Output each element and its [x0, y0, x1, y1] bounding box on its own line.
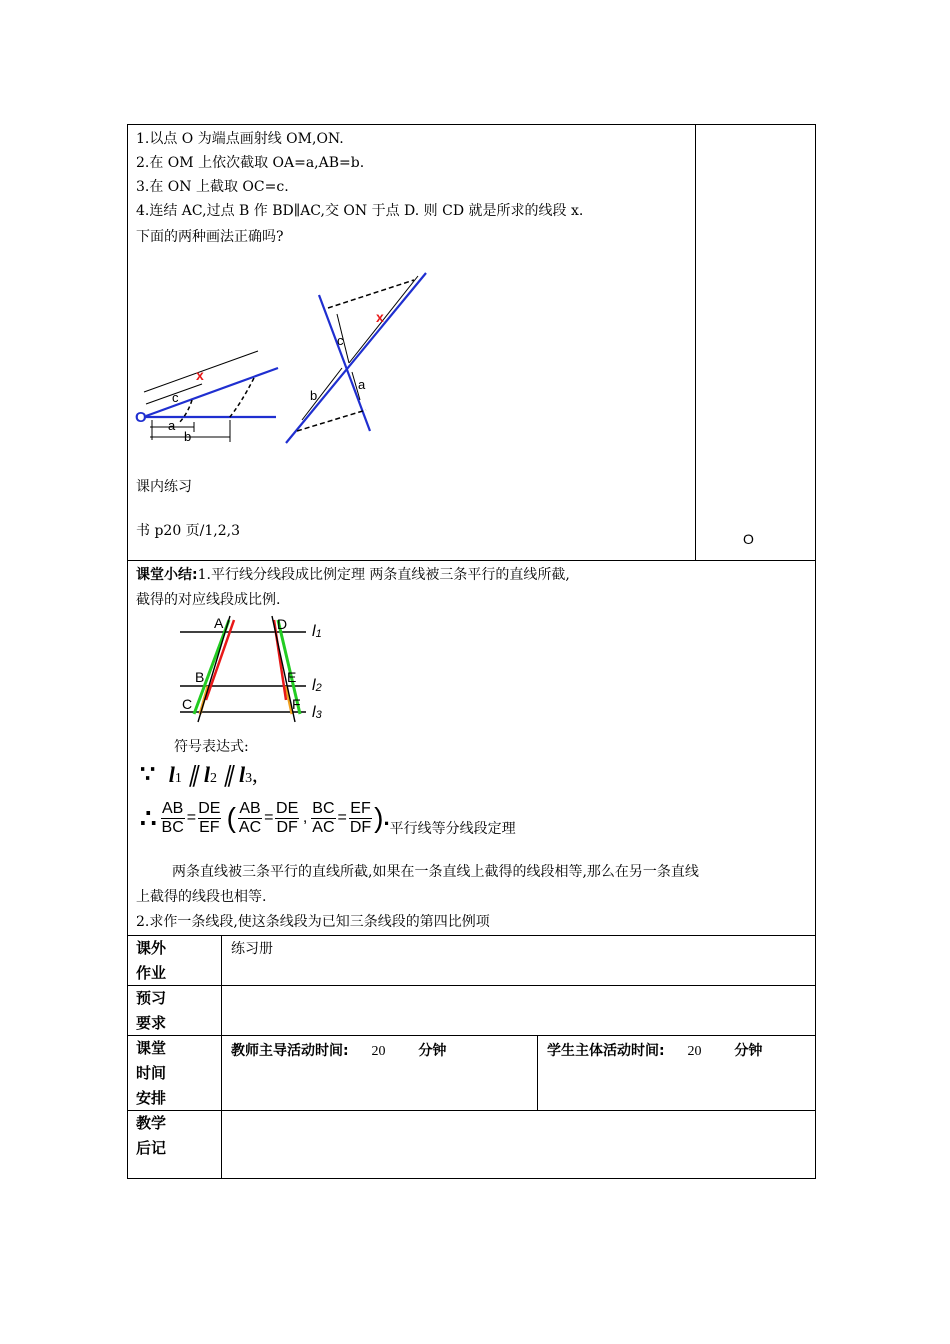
label-text: 要求 — [136, 1014, 167, 1032]
l-symbol: l — [239, 762, 246, 787]
label-d-point: D — [277, 616, 288, 632]
theorem-line-1: 两条直线被三条平行的直线所截,如果在一条直线上截得的线段相等,那么在另一条直线 — [172, 864, 699, 880]
label-l3: l3 — [312, 704, 322, 721]
subscript-3: 3 — [245, 771, 253, 786]
summary-line-1 — [136, 565, 570, 585]
construction-figure-2 — [282, 268, 432, 448]
comma: , — [252, 762, 258, 787]
label-text: 作业 — [136, 964, 167, 982]
practice-title: 课内练习 — [136, 479, 192, 495]
dim-b — [302, 368, 342, 420]
summary-heading: 课堂小结: — [136, 567, 198, 583]
green-segment-left — [194, 620, 229, 714]
subscript-1: 1 — [174, 771, 182, 786]
label-c: c — [337, 333, 344, 348]
side-note: O — [743, 531, 754, 547]
student-time-value: 20 — [687, 1044, 702, 1059]
label-l2: l2 — [312, 677, 322, 694]
denominator: AC — [312, 818, 335, 836]
symbol-expression-title: 符号表达式: — [174, 739, 249, 755]
label-o: O — [135, 409, 147, 426]
label-a: a — [168, 418, 176, 433]
practice-content: 书 p20 页/1,2,3 — [136, 523, 241, 539]
numerator: EF — [350, 799, 371, 817]
student-time — [547, 1040, 762, 1060]
step-4: 4.连结 AC,过点 B 作 BD∥AC,交 ON 于点 D. 则 CD 就是所求的线段 x. — [136, 203, 584, 219]
label-a: a — [358, 377, 366, 392]
summary-theorem: 1.平行线分线段成比例定理 两条直线被三条平行的直线所截, — [197, 567, 570, 583]
parallel-lines-figure — [176, 612, 336, 724]
denominator: DF — [276, 818, 298, 836]
summary-line-2: 截得的对应线段成比例. — [136, 592, 281, 608]
label-x: x — [376, 309, 384, 325]
table-border-bottom — [127, 1178, 816, 1179]
fraction-de-ef — [198, 800, 220, 837]
label-l1: l1 — [312, 623, 322, 640]
preview-label — [136, 986, 166, 1036]
subscript-2: 2 — [210, 771, 218, 786]
numerator: DE — [276, 799, 299, 817]
label-c-point: C — [182, 696, 193, 712]
student-time-unit: 分钟 — [734, 1043, 763, 1059]
therefore-symbol: ∴ — [140, 802, 157, 833]
label-b: b — [310, 388, 318, 403]
denominator: EF — [199, 818, 220, 836]
notes-label — [136, 1111, 166, 1161]
theorem-line-2: 上截得的线段也相等. — [136, 889, 267, 905]
label-b: b — [184, 429, 192, 444]
denominator: AC — [238, 818, 262, 836]
left-paren: ( — [226, 802, 236, 833]
time-column-divider — [537, 1035, 538, 1111]
label-text: 安排 — [136, 1089, 167, 1107]
label-text: 后记 — [136, 1139, 167, 1157]
denominator: BC — [161, 818, 184, 836]
label-f-point: F — [292, 696, 301, 712]
row-divider-3 — [127, 985, 816, 986]
numerator: DE — [198, 799, 221, 817]
row-divider-1 — [127, 560, 816, 561]
parallel-symbol: ∥ — [187, 762, 199, 787]
teacher-time — [231, 1040, 446, 1060]
label-text: 课堂 — [136, 1039, 167, 1057]
table-border-right — [815, 124, 816, 1179]
label-column-divider — [221, 935, 222, 1179]
comma: , — [302, 809, 308, 826]
fraction-ab-bc — [161, 800, 185, 837]
l-symbol: l — [203, 762, 211, 787]
summary-item-2: 2.求作一条线段,使这条线段为已知三条线段的第四比例项 — [136, 914, 490, 930]
teacher-time-label: 教师主导活动时间: — [231, 1043, 349, 1059]
ray-om — [146, 368, 278, 416]
teacher-time-unit: 分钟 — [418, 1043, 447, 1059]
label-x: x — [196, 367, 204, 383]
question: 下面的两种画法正确吗? — [136, 229, 284, 245]
side-column-divider — [695, 124, 696, 561]
fraction-ab-ac — [238, 800, 262, 837]
student-time-label: 学生主体活动时间: — [547, 1043, 665, 1059]
time-label — [136, 1036, 166, 1111]
equals-sign: = — [186, 809, 197, 826]
row-divider-4 — [127, 1035, 816, 1036]
label-b-point: B — [195, 669, 205, 685]
label-c: c — [172, 390, 179, 405]
row-divider-5 — [127, 1110, 816, 1111]
step-3: 3.在 ON 上截取 OC=c. — [136, 179, 289, 195]
label-text: 时间 — [136, 1064, 167, 1082]
equals-sign: = — [264, 809, 274, 826]
homework-value: 练习册 — [231, 941, 273, 957]
therefore-statement — [140, 796, 516, 840]
ray-om — [286, 273, 426, 443]
l-symbol: l — [168, 762, 175, 787]
teacher-time-value: 20 — [371, 1044, 386, 1059]
theorem-name: 平行线等分线段定理 — [389, 821, 516, 837]
equals-sign: = — [337, 809, 347, 826]
numerator: AB — [161, 799, 184, 817]
label-text: 教学 — [136, 1114, 167, 1132]
numerator: AB — [239, 799, 261, 817]
because-statement — [140, 760, 258, 790]
label-text: 预习 — [136, 989, 167, 1007]
label-e-point: E — [287, 669, 297, 685]
row-divider-2 — [127, 935, 816, 936]
table-border-top — [127, 124, 816, 125]
right-paren: ) — [374, 802, 384, 833]
because-symbol: ∵ — [140, 762, 156, 788]
step-2: 2.在 OM 上依次截取 OA=a,AB=b. — [136, 155, 365, 171]
step-1: 1.以点 O 为端点画射线 OM,ON. — [136, 131, 344, 147]
construction-figure-1 — [132, 350, 292, 450]
table-border-left — [127, 124, 128, 1179]
denominator: DF — [349, 818, 372, 836]
homework-label — [136, 936, 166, 986]
numerator: BC — [312, 799, 335, 817]
parallel-symbol: ∥ — [222, 762, 234, 787]
fraction-de-df — [275, 800, 298, 837]
fraction-ef-df — [349, 800, 372, 837]
period: . — [383, 805, 390, 830]
fraction-bc-ac — [311, 800, 335, 837]
label-a-point: A — [214, 615, 224, 631]
label-text: 课外 — [136, 939, 167, 957]
